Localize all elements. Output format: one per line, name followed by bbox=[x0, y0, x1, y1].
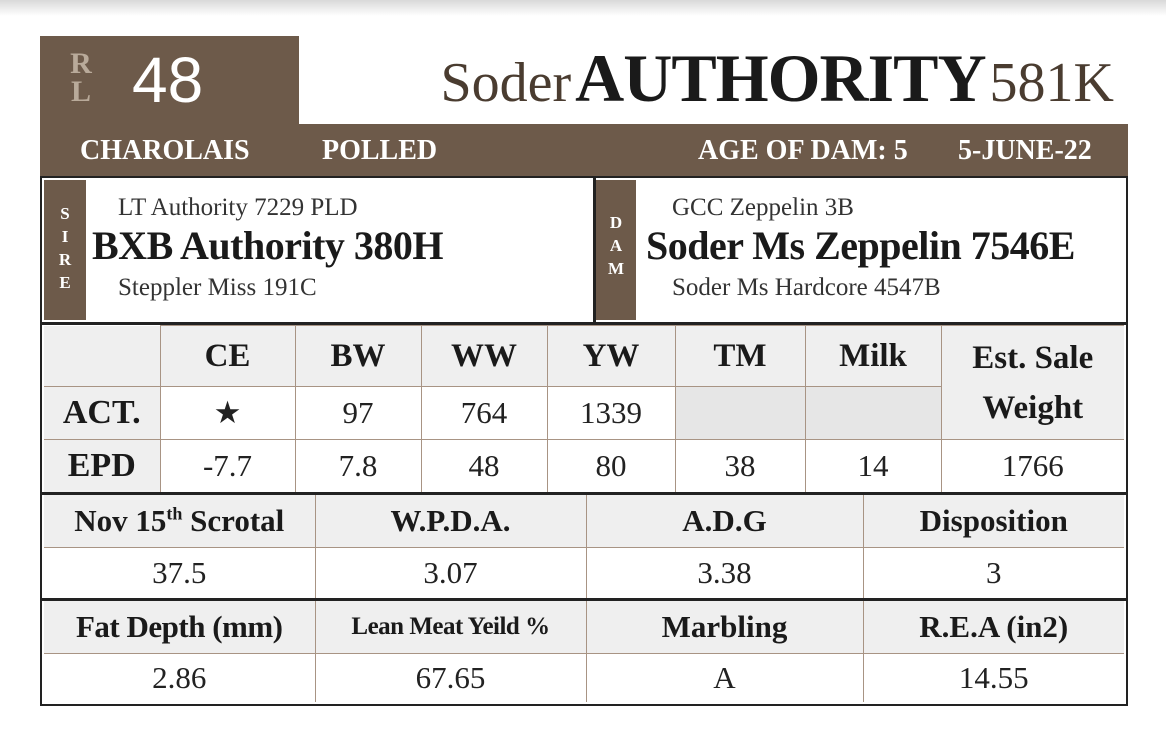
header-rea: R.E.A (in2) bbox=[863, 601, 1124, 653]
lot-number: 48 bbox=[132, 44, 204, 116]
header-fat-depth: Fat Depth (mm) bbox=[44, 601, 315, 653]
horn-status: POLLED bbox=[322, 135, 438, 166]
name-suffix: 581K bbox=[989, 52, 1114, 114]
epd-yw: 80 bbox=[547, 440, 675, 493]
header-disposition: Disposition bbox=[863, 495, 1124, 547]
sire-name: BXB Authority 380H bbox=[92, 223, 444, 268]
measures-table-2 bbox=[44, 601, 1124, 702]
header-yw: YW bbox=[547, 326, 675, 387]
sire-letter: S bbox=[60, 204, 70, 223]
act-label: ACT. bbox=[44, 387, 160, 440]
scrotal-text: Nov 15 bbox=[74, 502, 167, 538]
header-ww: WW bbox=[421, 326, 547, 387]
scrotal-sup: th bbox=[166, 503, 183, 524]
rl-logo bbox=[66, 47, 96, 110]
animal-name bbox=[441, 38, 1115, 137]
value-rea: 14.55 bbox=[863, 653, 1124, 702]
name-main: AUTHORITY bbox=[575, 40, 986, 116]
scrotal-text-rest: Scrotal bbox=[182, 502, 285, 538]
top-shadow bbox=[0, 0, 1166, 16]
epd-label: EPD bbox=[44, 440, 160, 493]
info-band bbox=[40, 124, 1128, 176]
sire-of-sire: LT Authority 7229 PLD bbox=[118, 194, 358, 221]
sire-of-dam: GCC Zeppelin 3B bbox=[672, 194, 854, 221]
est-sale-weight-value: 1766 bbox=[941, 440, 1124, 493]
sire-label bbox=[44, 180, 86, 320]
dam-letter: M bbox=[607, 259, 625, 278]
data-card bbox=[40, 176, 1128, 706]
header-lean-meat-yield: Lean Meat Yeild % bbox=[315, 601, 586, 653]
value-marbling: A bbox=[586, 653, 863, 702]
value-wpda: 3.07 bbox=[315, 547, 586, 598]
header-milk: Milk bbox=[805, 326, 941, 387]
epd-bw: 7.8 bbox=[295, 440, 421, 493]
sire-letter: I bbox=[61, 227, 69, 246]
header-scrotal bbox=[44, 495, 315, 547]
header-marbling: Marbling bbox=[586, 601, 863, 653]
epd-corner bbox=[44, 326, 160, 387]
act-yw: 1339 bbox=[547, 387, 675, 440]
name-prefix: Soder bbox=[440, 52, 572, 114]
value-scrotal: 37.5 bbox=[44, 547, 315, 598]
birth-date: 5-JUNE-22 bbox=[958, 135, 1092, 166]
measures-table-1 bbox=[44, 495, 1124, 598]
breed: CHAROLAIS bbox=[80, 135, 250, 166]
act-ww: 764 bbox=[421, 387, 547, 440]
est-sale-line: Weight bbox=[982, 389, 1084, 426]
value-fat-depth: 2.86 bbox=[44, 653, 315, 702]
header-ce: CE bbox=[160, 326, 295, 387]
est-sale-line: Est. Sale bbox=[972, 339, 1094, 376]
logo-letter-r: R bbox=[70, 47, 92, 80]
act-ce: ★ bbox=[160, 387, 295, 440]
epd-milk: 14 bbox=[805, 440, 941, 493]
act-tm bbox=[675, 387, 805, 440]
age-of-dam: AGE OF DAM: 5 bbox=[698, 135, 908, 166]
dam-letter: A bbox=[609, 236, 623, 255]
dam-of-dam: Soder Ms Hardcore 4547B bbox=[672, 274, 941, 301]
dam-of-sire: Steppler Miss 191C bbox=[118, 274, 317, 301]
header-wpda: W.P.D.A. bbox=[315, 495, 586, 547]
epd-ce: -7.7 bbox=[160, 440, 295, 493]
dam-name: Soder Ms Zeppelin 7546E bbox=[646, 223, 1075, 268]
header-est-sale-weight bbox=[941, 326, 1124, 440]
header-bw: BW bbox=[295, 326, 421, 387]
value-adg: 3.38 bbox=[586, 547, 863, 598]
value-lean-meat-yield: 67.65 bbox=[315, 653, 586, 702]
logo-letter-l: L bbox=[70, 75, 91, 108]
value-disposition: 3 bbox=[863, 547, 1124, 598]
dam-letter: D bbox=[609, 213, 623, 232]
act-milk bbox=[805, 387, 941, 440]
header-tm: TM bbox=[675, 326, 805, 387]
epd-table bbox=[44, 325, 1124, 493]
header-adg: A.D.G bbox=[586, 495, 863, 547]
sire-letter: R bbox=[58, 250, 72, 269]
epd-tm: 38 bbox=[675, 440, 805, 493]
epd-ww: 48 bbox=[421, 440, 547, 493]
sire-letter: E bbox=[59, 273, 71, 292]
dam-label bbox=[596, 180, 636, 320]
act-bw: 97 bbox=[295, 387, 421, 440]
lot-number-box bbox=[40, 36, 299, 124]
